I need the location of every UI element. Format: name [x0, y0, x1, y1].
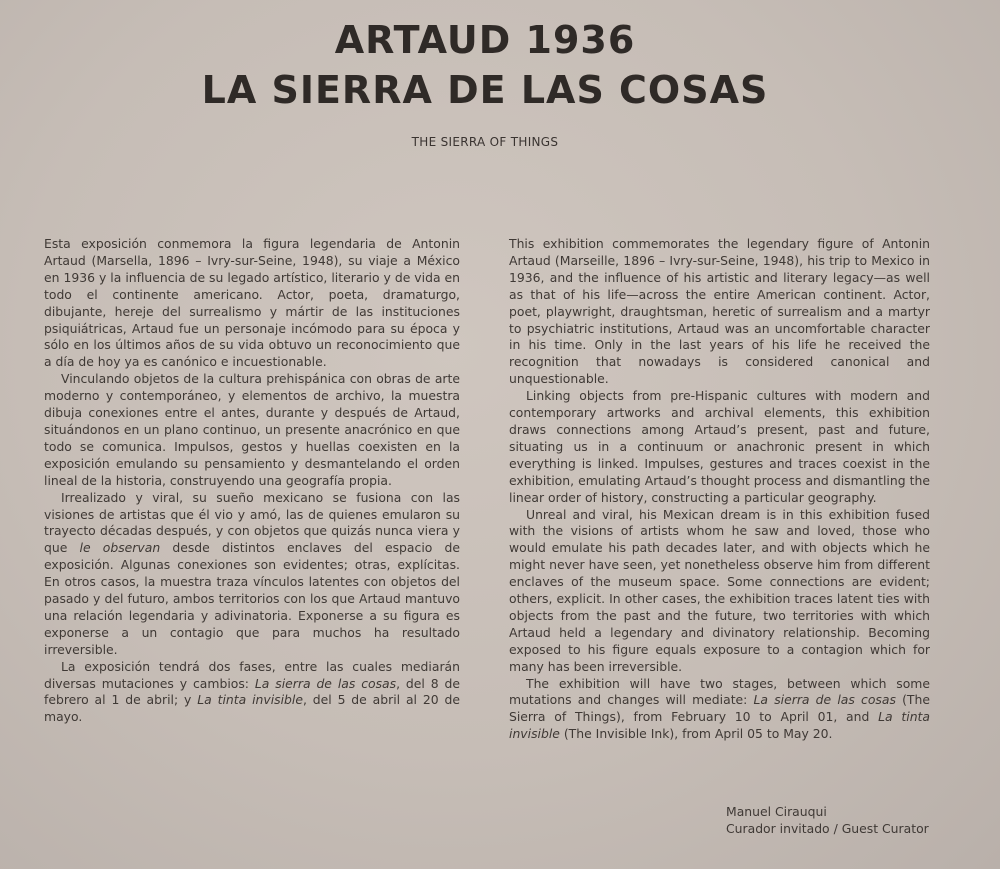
spanish-p3-text-b: desde distintos enclaves del espacio de exposición. Algunas conexiones son evidentes; otras, explícitas. En otros casos, la muestra traza vínculos latentes con objetos del pasado y del futuro, ambos territorios con los que Artaud mantuvo una relación legendaria y adivinatoria. Exponerse a su figura es exponerse a un contagio que para muchos ha resultado irreversible.: [44, 540, 461, 657]
title-line-1: ARTAUD 1936: [334, 18, 636, 62]
spanish-paragraph-2: Vinculando objetos de la cultura prehispánica con obras de arte moderno y contemporáneo, y elementos de archivo, la muestra dibuja conexiones entre el antes, durante y después de Artaud, situándonos en un plano continuo, un presente anacrónico en que todo se comunica. Impulsos, gestos y huellas coexisten en la exposición emulando su pensamiento y desmantelando el orden lineal de la historia, construyendo una geografía propia.: [44, 371, 460, 488]
english-paragraph-3: Unreal and viral, his Mexican dream is in this exhibition fused with the visions of artists whom he saw and loved, those who would emulate his path decades later, and with objects which he might never have seen, yet nonetheless observe him from different enclaves of the museum space. Some connections are evident; others, explicit. In other cases, the exhibition traces latent ties with objects from the past and the future, two territories with which Artaud held a legendary and divinatory relationship. Becoming exposed to his figure equals exposure to a contagion which for many has been irreversible.: [509, 506, 930, 674]
english-paragraph-2: Linking objects from pre-Hispanic cultures with modern and contemporary artworks and archival elements, this exhibition draws connections among Artaud’s present, past and future, situating us in a continuum or anachronic present in which everything is linked. Impulses, gestures and traces coexist in the exhibition, emulating Artaud’s thought process and dismantling the linear order of history, constructing a particular geography.: [509, 388, 930, 505]
english-paragraph-1: This exhibition commemorates the legendary figure of Antonin Artaud (Marseille, 1896 – Ivry-sur-Seine, 1948), his trip to Mexico in 1936, and the influence of his artistic and literary legacy—as well as that of his life—across the entire American continent. Actor, poet, playwright, draughtsman, heretic of surrealism and a martyr to psychiatric institutions, Artaud was an uncomfortable character in his time. Only in the last years of his life he received the recognition that nowadays is considered canonical and unquestionable.: [509, 236, 930, 387]
spanish-column: [44, 236, 460, 726]
english-p4-text-a: The exhibition will have two stages, between which some mutations and changes will mediate:: [509, 675, 930, 708]
english-paragraph-4: [509, 676, 930, 744]
english-p4-title-1: La sierra de las cosas: [753, 692, 896, 708]
curator-role: Curador invitado / Guest Curator: [726, 821, 929, 836]
spanish-paragraph-1: Esta exposición conmemora la figura legendaria de Antonin Artaud (Marsella, 1896 – Ivry-sur-Seine, 1948), su viaje a México en 1936 y la influencia de su legado artístico, literario y de vida en todo el continente americano. Actor, poeta, dramaturgo, dibujante, hereje del surrealismo y mártir de las instituciones psiquiátricas, Artaud fue un personaje incómodo para su época y sólo en los últimos años de su vida obtuvo un reconocimiento que a día de hoy ya es canónico e incuestionable.: [44, 236, 460, 370]
spanish-p4-text-b: , del 8 de febrero al 1 de abril; y: [44, 675, 460, 708]
subtitle: THE SIERRA OF THINGS: [411, 135, 559, 149]
spanish-paragraph-3: [44, 490, 460, 659]
english-p4-text-c: (The Invisible Ink), from April 05 to May 20.: [559, 726, 833, 742]
spanish-p4-text-a: La exposición tendrá dos fases, entre las cuales mediarán diversas mutaciones y cambios:: [44, 658, 460, 691]
spanish-p3-emphasis: le observan: [79, 540, 161, 556]
curator-name: Manuel Cirauqui: [726, 804, 827, 819]
english-column: [509, 236, 930, 743]
english-p4-title-2: La tinta invisible: [509, 709, 931, 742]
spanish-p4-title-1: La sierra de las cosas: [254, 675, 397, 691]
spanish-p4-text-c: , del 5 de abril al 20 de mayo.: [44, 692, 460, 725]
spanish-p3-text-a: Irrealizado y viral, su sueño mexicano se fusiona con las visiones de artistas que él vio y amó, las de quienes emularon su trayecto décadas después, y con objetos que quizás nunca viera y que: [44, 489, 460, 556]
spanish-p4-title-2: La tinta invisible: [197, 692, 303, 708]
title-line-2: LA SIERRA DE LAS COSAS: [201, 68, 769, 112]
spanish-paragraph-4: [44, 659, 460, 727]
english-p4-text-b: (The Sierra of Things), from February 10 to April 01, and: [509, 692, 930, 725]
signature: [726, 803, 929, 837]
